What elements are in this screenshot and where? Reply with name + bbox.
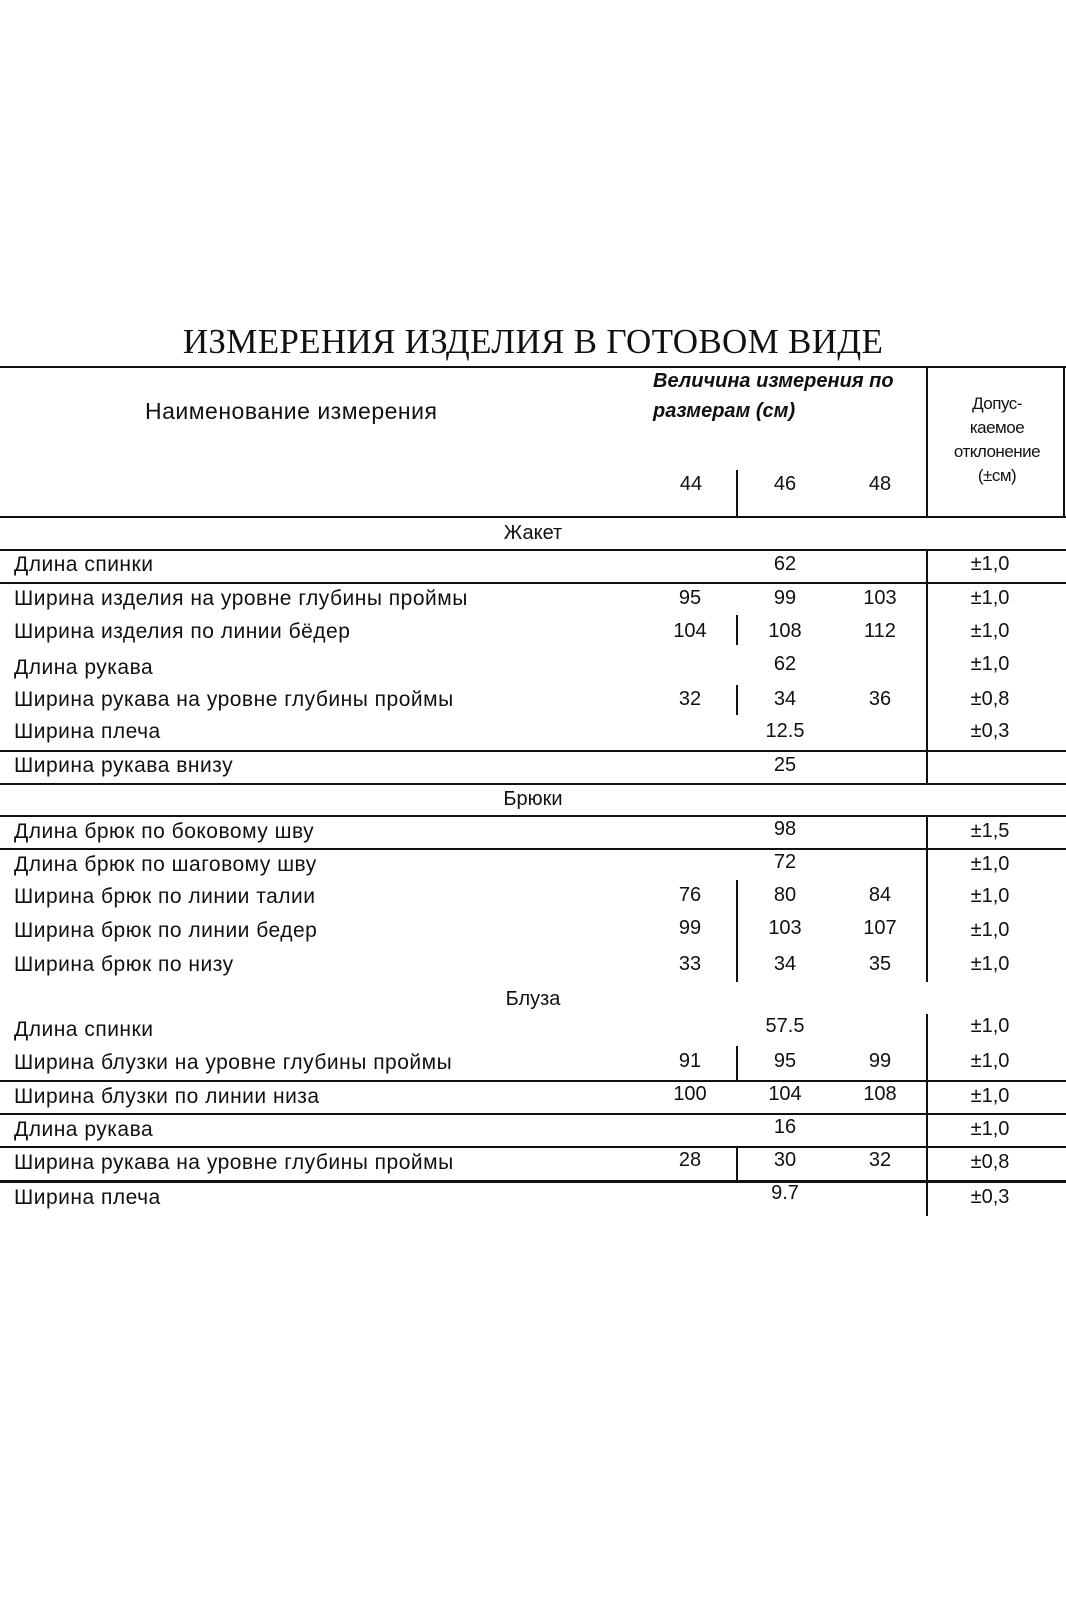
row-name: Длина спинки [14,1018,154,1041]
size-48-value: 99 [868,1050,892,1072]
size-48-value: 108 [863,1083,897,1105]
tolerance-column-border [926,815,928,982]
row-name: Ширина брюк по линии талии [14,885,316,908]
size-44-value: 95 [678,587,702,609]
table-right-border [1063,366,1065,516]
row-name: Ширина плеча [14,720,161,743]
size-46-value: 99 [773,587,797,609]
row-name: Ширина блузки на уровне глубины проймы [14,1051,453,1074]
row-name: Длина спинки [14,553,154,576]
row-name: Длина брюк по боковому шву [14,820,315,843]
size-46-value: 30 [773,1149,797,1171]
size-44-value: 100 [673,1083,707,1105]
size-46-value: 98 [773,818,797,840]
row-name: Ширина брюк по линии бедер [14,919,318,942]
tolerance-value: ±1,0 [970,853,1010,875]
size-column-divider [736,880,738,982]
row-name: Длина брюк по шаговому шву [14,853,317,876]
row-name: Ширина рукава внизу [14,754,234,777]
row-divider [0,1180,1066,1183]
row-divider [0,848,1066,850]
row-name: Ширина рукава на уровне глубины проймы [14,688,454,711]
row-divider [0,1080,1066,1082]
tolerance-value: ±0,3 [970,720,1010,742]
tolerance-column-border [926,366,928,516]
row-name: Ширина блузки по линии низа [14,1085,320,1108]
tolerance-value: ±1,0 [970,1015,1010,1037]
page-title: ИЗМЕРЕНИЯ ИЗДЕЛИЯ В ГОТОВОМ ВИДЕ [182,322,884,361]
size-46-value: 62 [773,653,797,675]
size-48-value: 32 [868,1149,892,1171]
section-title-blouse: Блуза [505,988,561,1010]
size-44-value: 32 [678,688,702,710]
size-46-value: 34 [773,688,797,710]
header-tolerance-line: каемое [969,418,1025,437]
size-46-value: 103 [768,917,802,939]
section-title-trousers: Брюки [503,788,563,810]
size-46-value: 80 [773,884,797,906]
size-46-value: 16 [773,1116,797,1138]
table-top-border [0,366,1066,368]
size-48-value: 35 [868,953,892,975]
size-46-value: 72 [773,851,797,873]
tolerance-column-border [926,1014,928,1216]
tolerance-value: ±1,0 [970,620,1010,642]
size-column-divider [736,1146,738,1180]
header-tolerance-line: (±см) [977,466,1017,485]
size-44-value: 76 [678,884,702,906]
size-46-header: 46 [773,473,797,495]
size-column-divider [736,470,738,516]
row-name: Ширина плеча [14,1186,161,1209]
size-46-value: 104 [768,1083,802,1105]
tolerance-value: ±0,8 [970,1151,1010,1173]
size-48-value: 107 [863,917,897,939]
tolerance-value: ±0,8 [970,688,1010,710]
tolerance-value: ±1,0 [970,553,1010,575]
row-name: Длина рукава [14,1118,154,1141]
size-48-value: 84 [868,884,892,906]
size-48-value: 103 [863,587,897,609]
size-48-header: 48 [868,473,892,495]
header-tolerance-line: отклонение [953,442,1041,461]
size-46-value: 62 [773,553,797,575]
tolerance-value: ±1,0 [970,587,1010,609]
size-46-value: 108 [768,620,802,642]
size-46-value: 9.7 [771,1182,799,1204]
size-46-value: 12.5 [765,720,805,742]
size-column-divider [736,615,738,645]
size-46-value: 95 [773,1050,797,1072]
row-divider [0,549,1066,551]
row-divider [0,582,1066,584]
tolerance-column-border [926,549,928,783]
size-44-value: 91 [678,1050,702,1072]
tolerance-value: ±1,0 [970,653,1010,675]
tolerance-value: ±1,0 [970,1085,1010,1107]
size-column-divider [736,1046,738,1080]
row-name: Ширина изделия по линии бёдер [14,620,351,643]
header-measurement-name: Наименование измерения [145,398,438,424]
tolerance-value: ±1,0 [970,1050,1010,1072]
size-46-value: 25 [773,754,797,776]
size-46-value: 57.5 [765,1015,805,1037]
row-divider [0,1113,1066,1115]
tolerance-value: ±1,0 [970,953,1010,975]
size-44-value: 33 [678,953,702,975]
header-sizes-label: Величина измерения по размерам (см) [653,370,894,422]
size-48-value: 112 [864,620,896,642]
row-divider [0,815,1066,817]
tolerance-value: ±1,5 [970,820,1010,842]
tolerance-value: ±0,3 [970,1186,1010,1208]
size-48-value: 36 [868,688,892,710]
header-bottom-border [0,516,1066,518]
row-name: Ширина рукава на уровне глубины проймы [14,1151,454,1174]
header-tolerance-line: Допус- [972,394,1022,413]
size-44-value: 99 [678,917,702,939]
size-44-value: 28 [678,1149,702,1171]
row-divider [0,1146,1066,1148]
tolerance-value: ±1,0 [970,885,1010,907]
row-name: Ширина брюк по низу [14,953,234,976]
tolerance-value: ±1,0 [970,919,1010,941]
section-title-jacket: Жакет [503,522,563,544]
header-tolerance [932,392,1062,488]
row-divider [0,783,1066,785]
row-name: Ширина изделия на уровне глубины проймы [14,587,468,610]
size-46-value: 34 [773,953,797,975]
size-44-value: 104 [673,620,707,642]
row-divider [0,750,1066,752]
tolerance-value: ±1,0 [970,1118,1010,1140]
size-44-header: 44 [679,473,703,495]
row-name: Длина рукава [14,656,154,679]
size-column-divider [736,685,738,715]
